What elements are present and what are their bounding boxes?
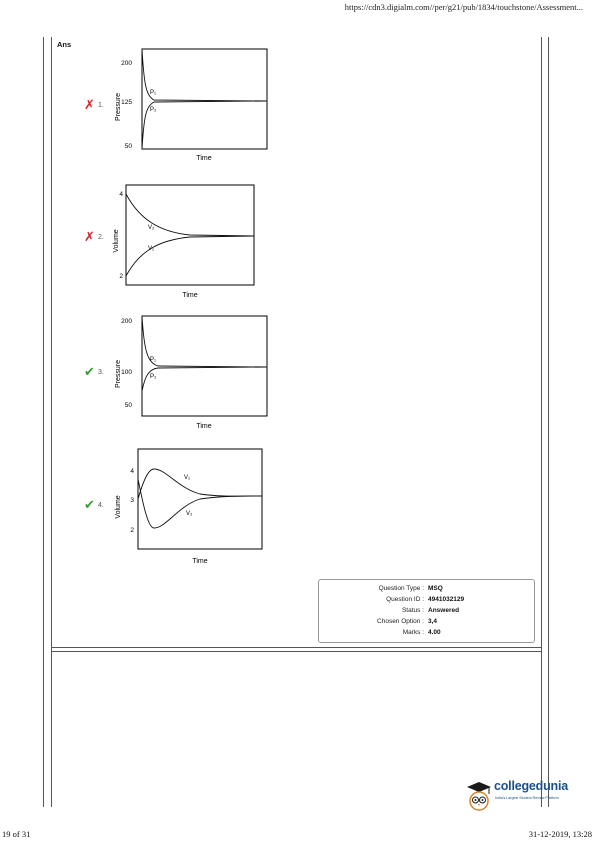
series-label: V₁ — [148, 246, 155, 252]
y-tick-label: 2 — [119, 273, 123, 280]
info-row-status: Status : Answered — [401, 607, 460, 614]
question-info-panel — [318, 579, 535, 643]
series-label: P₂ — [150, 374, 157, 380]
correct-check-icon: ✔ — [84, 364, 95, 379]
brand-tagline: India's Largest Student Review Platform — [495, 796, 559, 800]
x-axis-label: Time — [192, 558, 208, 565]
chart-svg — [110, 444, 275, 568]
option-1-chart — [110, 44, 280, 168]
x-axis-label: Time — [182, 292, 198, 299]
y-tick-label: 200 — [121, 318, 132, 325]
y-tick-label: 4 — [130, 468, 134, 475]
x-axis-label: Time — [196, 423, 212, 430]
y-tick-label: 200 — [121, 60, 132, 67]
print-datetime: 31-12-2019, 13:28 — [528, 829, 592, 839]
info-row-chosen-option: Chosen Option : 3,4 — [377, 618, 438, 625]
y-tick-label: 2 — [130, 527, 134, 534]
option-number: 2. — [98, 234, 104, 241]
collegedunia-logo — [464, 779, 574, 814]
info-row-question-type: Question Type : MSQ — [378, 585, 443, 592]
option-3-chart — [110, 311, 280, 435]
option-number: 3. — [98, 369, 104, 376]
page-url: https://cdn3.digialm.com//per/g21/pub/1834/touchstone/Assessment... — [344, 2, 583, 12]
y-axis-label: Pressure — [115, 359, 122, 389]
wrong-cross-icon: ✗ — [84, 229, 95, 244]
graduate-owl-icon — [464, 779, 494, 813]
chart-svg — [110, 180, 270, 302]
y-axis-label: Pressure — [115, 92, 122, 122]
y-tick-label: 50 — [124, 402, 132, 409]
info-row-marks: Marks : 4.00 — [402, 629, 441, 636]
y-tick-label: 3 — [130, 497, 134, 504]
series-label: V₁ — [184, 475, 191, 481]
series-label: P₂ — [150, 107, 157, 113]
option-number: 4. — [98, 502, 104, 509]
option-number: 1. — [98, 102, 104, 109]
option-4-chart — [110, 444, 275, 568]
series-label: V₂ — [148, 225, 155, 231]
info-row-question-id: Question ID : 4941032129 — [386, 596, 465, 603]
series-label: V₂ — [186, 511, 193, 517]
brand-name: collegedunia — [494, 779, 569, 793]
option-2-chart — [110, 180, 270, 302]
correct-check-icon: ✔ — [84, 497, 95, 512]
chart-svg — [110, 44, 280, 168]
page-number: 19 of 31 — [2, 829, 31, 839]
series-label: P₁ — [150, 90, 157, 96]
y-tick-label: 125 — [121, 99, 132, 106]
series-label: P₁ — [150, 357, 157, 363]
y-axis-label: Volume — [113, 229, 120, 253]
x-axis-label: Time — [196, 155, 212, 162]
y-tick-label: 100 — [121, 369, 132, 376]
y-tick-label: 4 — [119, 191, 123, 198]
chart-svg — [110, 311, 280, 435]
answer-heading: Ans — [57, 40, 72, 49]
y-tick-label: 50 — [124, 143, 132, 150]
wrong-cross-icon: ✗ — [84, 97, 95, 112]
y-axis-label: Volume — [115, 495, 122, 519]
